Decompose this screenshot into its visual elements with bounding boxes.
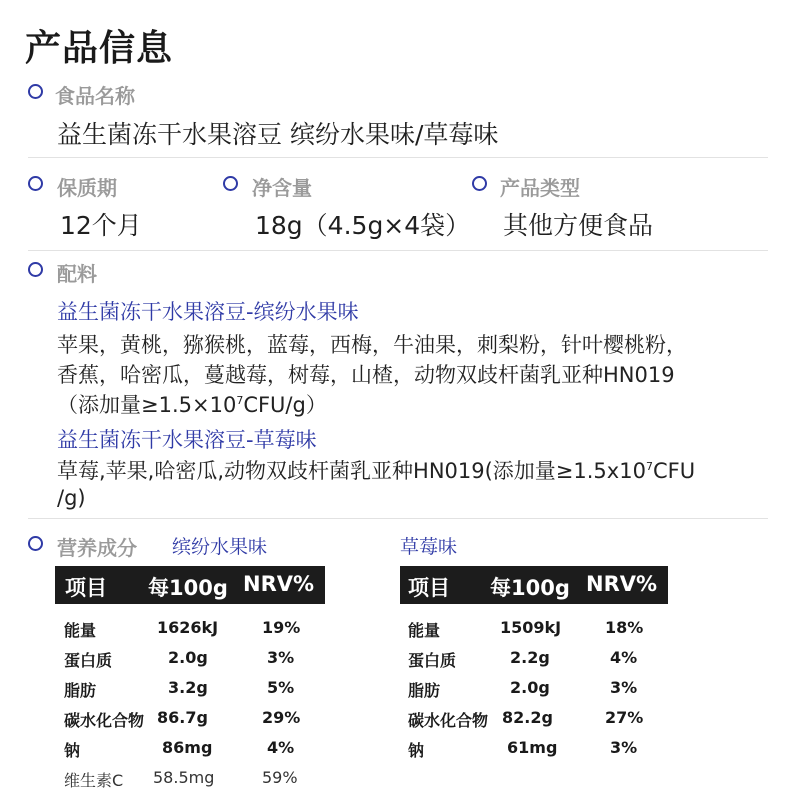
- table-cell-name: 钠: [64, 741, 81, 760]
- table-cell-nrv: 59%: [262, 768, 298, 787]
- product-name-label: 食品名称: [55, 84, 135, 108]
- table-cell-amount: 3.2g: [168, 678, 208, 697]
- fruit-ingredients-line: 香蕉，哈密瓜，蔓越莓，树莓，山楂，动物双歧杆菌乳亚种HN019: [57, 363, 675, 387]
- table-cell-name: 钠: [408, 741, 425, 760]
- table-cell-amount: 86mg: [162, 738, 213, 757]
- left-table-title: 缤纷水果味: [172, 536, 268, 558]
- table-cell-amount: 2.2g: [510, 648, 550, 667]
- table-cell-nrv: 4%: [267, 738, 295, 757]
- table-cell-nrv: 29%: [262, 708, 301, 727]
- table-cell-amount: 2.0g: [168, 648, 208, 667]
- table-cell-name: 碳水化合物: [64, 711, 145, 730]
- bullet-circle-icon: [223, 176, 238, 191]
- net-content-label: 净含量: [252, 176, 312, 200]
- bullet-circle-icon: [28, 84, 43, 99]
- table-cell-name: 蛋白质: [408, 651, 457, 670]
- table-cell-name: 能量: [64, 621, 97, 640]
- header-nrv: NRV%: [586, 572, 658, 596]
- nutrition-label: 营养成分: [57, 536, 137, 560]
- table-cell-nrv: 5%: [267, 678, 295, 697]
- table-cell-nrv: 3%: [610, 738, 638, 757]
- header-per100g: 每100g: [148, 576, 228, 600]
- product-name-value: 益生菌冻干水果溶豆 缤纷水果味/草莓味: [57, 120, 499, 149]
- strawberry-ingredients-line: /g): [57, 486, 86, 510]
- table-cell-amount: 2.0g: [510, 678, 550, 697]
- table-cell-name: 蛋白质: [64, 651, 113, 670]
- header-per100g: 每100g: [490, 576, 570, 600]
- table-cell-amount: 58.5mg: [153, 768, 215, 787]
- table-cell-name: 维生素C: [64, 771, 124, 790]
- divider: [28, 250, 768, 251]
- net-content-value: 18g（4.5g×4袋）: [255, 211, 471, 240]
- fruit-ingredients-line: （添加量$\ge 1.5\times 10^7CFU/g$）: [57, 393, 327, 417]
- divider: [28, 157, 768, 158]
- fruit-flavor-title: 益生菌冻干水果溶豆-缤纷水果味: [57, 300, 359, 324]
- table-cell-nrv: 3%: [610, 678, 638, 697]
- header-nrv: NRV%: [243, 572, 315, 596]
- bullet-circle-icon: [28, 536, 43, 551]
- fruit-ingredients-line: 苹果，黄桃，猕猴桃，蓝莓，西梅，牛油果，刺梨粉，针叶樱桃粉，: [57, 333, 687, 357]
- header-item: 项目: [408, 576, 450, 600]
- table-cell-amount: 82.2g: [502, 708, 553, 727]
- table-cell-nrv: 4%: [610, 648, 638, 667]
- shelf-life-value: 12个月: [60, 211, 142, 240]
- product-type-value: 其他方便食品: [503, 211, 654, 240]
- right-table-title: 草莓味: [400, 536, 458, 558]
- bullet-circle-icon: [28, 176, 43, 191]
- table-cell-amount: 1626kJ: [157, 618, 219, 637]
- strawberry-flavor-title: 益生菌冻干水果溶豆-草莓味: [57, 428, 317, 452]
- shelf-life-label: 保质期: [57, 176, 117, 200]
- table-cell-name: 脂肪: [64, 681, 97, 700]
- ingredients-label: 配料: [57, 262, 97, 286]
- table-cell-amount: 86.7g: [157, 708, 208, 727]
- table-cell-name: 脂肪: [408, 681, 441, 700]
- table-cell-nrv: 3%: [267, 648, 295, 667]
- page-title: 产品信息: [25, 28, 174, 69]
- product-type-label: 产品类型: [500, 176, 580, 200]
- table-cell-name: 能量: [408, 621, 441, 640]
- table-cell-amount: 61mg: [507, 738, 558, 757]
- divider: [28, 518, 768, 519]
- table-cell-nrv: 18%: [605, 618, 644, 637]
- table-cell-nrv: 19%: [262, 618, 301, 637]
- table-cell-nrv: 27%: [605, 708, 644, 727]
- table-cell-name: 碳水化合物: [408, 711, 489, 730]
- bullet-circle-icon: [472, 176, 487, 191]
- header-item: 项目: [65, 576, 107, 600]
- table-cell-amount: 1509kJ: [500, 618, 562, 637]
- strawberry-ingredients-line: 草莓,苹果,哈密瓜,动物双歧杆菌乳亚种HN019(添加量$\ge 1.5x10^7CFU$: [57, 459, 696, 483]
- left-table-header: [55, 566, 325, 604]
- right-table-header: [400, 566, 668, 604]
- bullet-circle-icon: [28, 262, 43, 277]
